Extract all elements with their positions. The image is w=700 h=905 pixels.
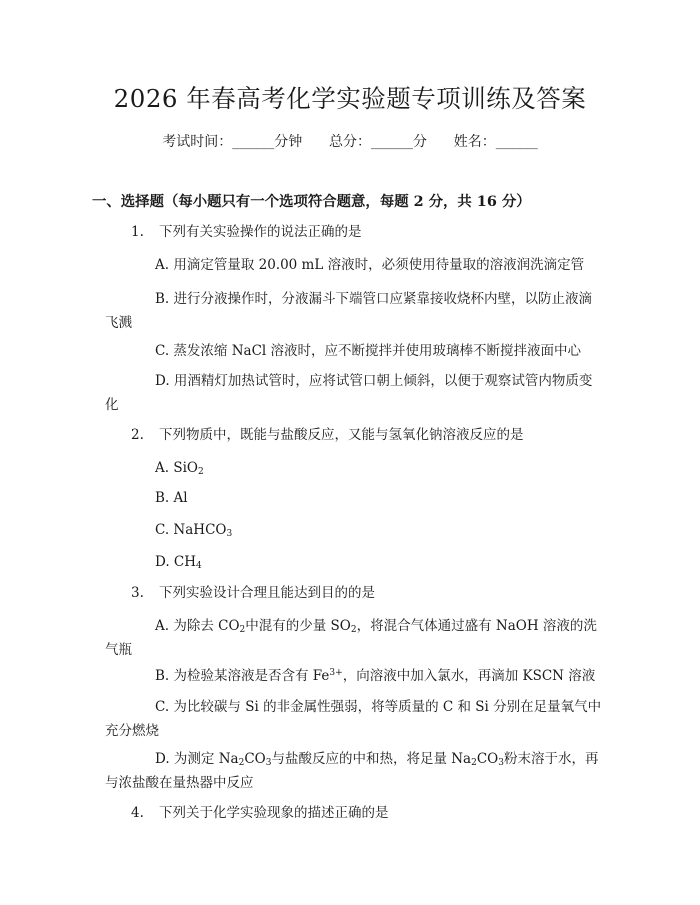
question-stem: 下列物质中，既能与盐酸反应，又能与氢氧化钠溶液反应的是 [159,427,524,443]
q3-option-d: D. 为测定 $Na_2CO_3$与盐酸反应的中和热，将足量 $Na_2CO_3$粉末溶于水，再与浓盐酸在量热器中反应 [105,751,599,791]
question-number: 3. [131,585,144,601]
question-stem: 下列有关实验操作的说法正确的是 [159,224,362,240]
q3-option-b: B. 为检验某溶液是否含有 $Fe^{3+}$，向溶液中加入氯水，再滴加 KSCN 溶液 [155,668,596,684]
q1-option-c: C. 蒸发浓缩 NaCl 溶液时，应不断搅拌并使用玻璃棒不断搅拌液面中心 [155,343,582,359]
q3-option-c: C. 为比较碳与 Si 的非金属性强弱，将等质量的 C 和 Si 分别在足量氧气中充分燃烧 [105,699,602,739]
q1-option-d: D. 用酒精灯加热试管时，应将试管口朝上倾斜，以便于观察试管内物质变化 [105,373,593,413]
question-1 [131,220,362,245]
q2-option-b: B. Al [155,490,188,506]
section-heading: 一、选择题（每小题只有一个选项符合题意，每题 2 分，共 16 分） [92,193,531,210]
exam-info-line: 考试时间：______分钟 总分：______分 姓名：______ [162,134,538,150]
question-4 [131,801,389,826]
question-stem: 下列实验设计合理且能达到目的的是 [159,585,375,601]
question-number: 4. [131,805,144,821]
exam-title: 2026 年春高考化学实验题专项训练及答案 [113,84,587,113]
q1-option-a: A. 用滴定管量取 20.00 mL 溶液时，必须使用待量取的溶液润洗滴定管 [155,257,585,273]
question-number: 1. [131,224,144,240]
q2-option-a: A. SiO$_2$ [155,460,204,477]
question-2 [131,423,524,448]
q2-option-d: D. $CH_4$ [155,554,202,571]
q1-option-b: B. 进行分液操作时，分液漏斗下端管口应紧靠接收烧杯内壁，以防止液滴飞溅 [105,291,593,331]
q3-option-a: A. 为除去 $CO_2$中混有的少量 $SO_2$，将混合气体通过盛有 NaOH 溶液的洗气瓶 [105,618,597,658]
q2-option-c: C. NaHCO$_3$ [155,522,233,539]
question-number: 2. [131,427,144,443]
question-stem: 下列关于化学实验现象的描述正确的是 [159,805,389,821]
question-3 [131,581,375,606]
